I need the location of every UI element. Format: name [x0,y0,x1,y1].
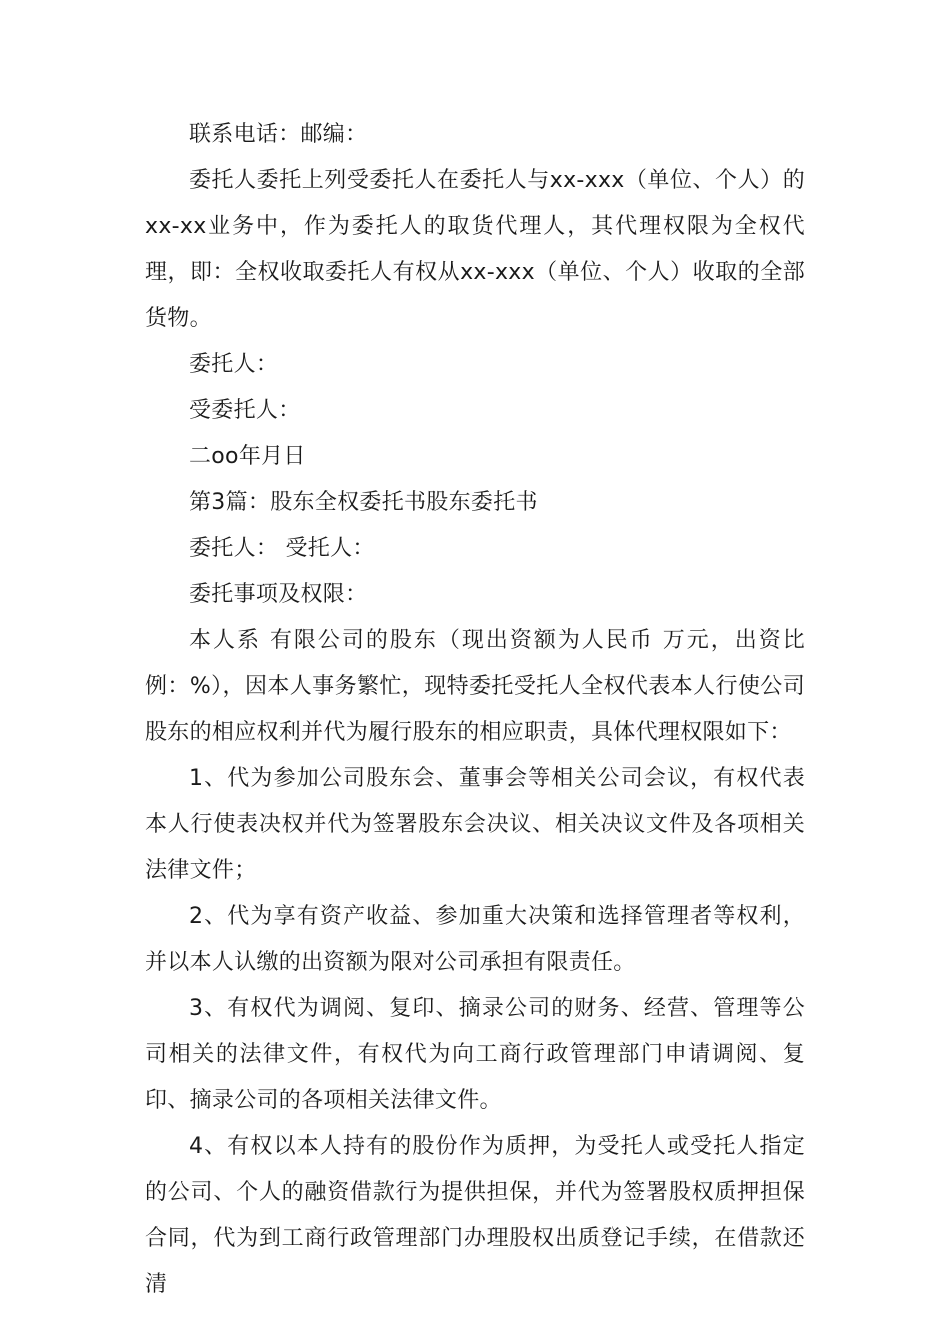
parties-line: 委托人： 受托人： [189,536,375,561]
clause-3: 3、有权代为调阅、复印、摘录公司的财务、经营、管理等公司相关的法律文件，有权代为向工商行政管理部门申请调阅、复印、摘录公司的各项相关法律文件。 [145,996,805,1113]
principal-signature-line: 委托人： [189,352,279,377]
clause-4: 4、有权以本人持有的股份作为质押，为受托人或受托人指定的公司、个人的融资借款行为提供担保，并代为签署股权质押担保合同，代为到工商行政管理部门办理股权出质登记手续，在借款还清 [145,1134,805,1297]
entrust-paragraph: 委托人委托上列受委托人在委托人与xx-xxx（单位、个人）的xx-xx业务中，作为委托人的取货代理人，其代理权限为全权代理，即：全权收取委托人有权从xx-xxx（单位、个人）收取的全部货物。 [145,168,805,331]
agent-signature-line: 受委托人： [189,398,301,423]
section-heading: 第3篇：股东全权委托书股东委托书 [189,490,538,515]
contact-line: 联系电话：邮编： [189,122,368,147]
scope-heading: 委托事项及权限： [189,582,368,607]
date-line: 二oo年月日 [189,444,306,469]
shareholder-paragraph: 本人系 有限公司的股东（现出资额为人民币 万元，出资比例：%），因本人事务繁忙，现特委托受托人全权代表本人行使公司股东的相应权利并代为履行股东的相应职责，具体代理权限如下： [145,628,805,745]
clause-1: 1、代为参加公司股东会、董事会等相关公司会议，有权代表本人行使表决权并代为签署股东会决议、相关决议文件及各项相关法律文件； [145,766,805,883]
clause-2: 2、代为享有资产收益、参加重大决策和选择管理者等权利，并以本人认缴的出资额为限对公司承担有限责任。 [145,904,805,975]
